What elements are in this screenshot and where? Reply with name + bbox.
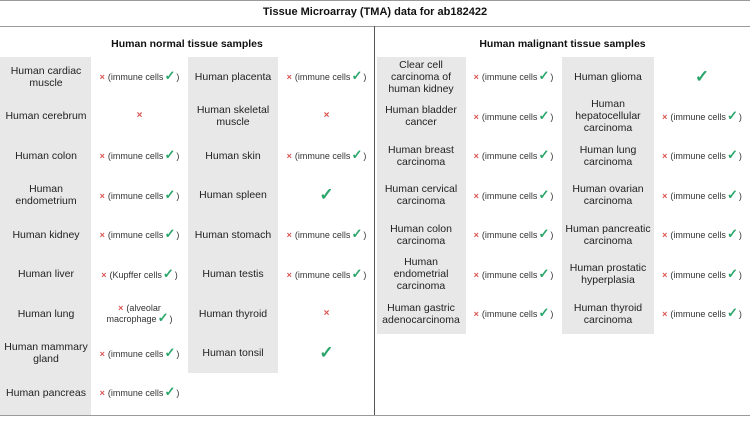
immune-note — [100, 386, 180, 399]
positive-check-icon: ✓ — [351, 265, 363, 281]
negative-x-icon: × — [286, 269, 292, 280]
immune-note — [662, 107, 742, 123]
positive-check-icon: ✓ — [351, 68, 363, 84]
tissue-name: Human ovarian carcinoma — [572, 183, 644, 208]
close-paren: ) — [174, 269, 178, 280]
negative-x-icon: × — [99, 230, 105, 241]
negative-x-icon: × — [662, 151, 668, 162]
tissue-name: Human colon carcinoma — [390, 222, 452, 247]
positive-check-icon: ✓ — [694, 66, 710, 86]
tissue-name: Human skeletal muscle — [196, 104, 270, 129]
staining-result — [92, 136, 187, 176]
immune-note — [474, 149, 554, 162]
immune-note — [473, 107, 554, 123]
staining-result — [466, 136, 561, 176]
tissue-name: Human placenta — [194, 70, 272, 83]
tissue-name: Human bladder cancer — [385, 104, 457, 129]
negative-x-icon: × — [99, 151, 105, 162]
tissue-name: Human mammary gland — [4, 341, 88, 366]
tissue-name: Human colon — [15, 149, 77, 162]
tissue-name: Human liver — [17, 268, 75, 281]
tissue-name: Human cardiac muscle — [10, 64, 82, 89]
tissue-name: Human cervical carcinoma — [384, 183, 458, 208]
immune-label: (Kupffer cells — [109, 269, 162, 280]
staining-result — [279, 215, 374, 255]
close-paren: ) — [550, 309, 554, 320]
negative-x-icon: × — [662, 230, 668, 241]
immune-note — [99, 344, 180, 360]
positive-check-icon: ✓ — [538, 226, 550, 242]
negative-x-icon: × — [473, 151, 479, 162]
positive-check-icon: ✓ — [351, 147, 363, 163]
negative-x-icon: × — [662, 309, 668, 320]
negative-x-icon: × — [286, 230, 292, 241]
negative-x-icon: × — [323, 307, 330, 319]
immune-note — [474, 70, 554, 83]
tissue-name: Human glioma — [574, 70, 642, 83]
section-divider — [374, 26, 375, 415]
positive-check-icon: ✓ — [726, 226, 738, 242]
immune-note — [101, 265, 178, 281]
staining-result — [279, 136, 374, 176]
tissue-name: Human tonsil — [202, 347, 264, 360]
positive-check-icon: ✓ — [726, 147, 738, 163]
tissue-name: Human pancreatic carcinoma — [565, 222, 651, 247]
negative-x-icon: × — [101, 269, 107, 280]
immune-label: (immune cells — [481, 309, 538, 320]
close-paren: ) — [176, 348, 180, 359]
negative-x-icon: × — [136, 110, 143, 122]
staining-result — [654, 255, 750, 295]
negative-x-icon: × — [473, 230, 479, 241]
positive-check-icon: ✓ — [726, 107, 738, 123]
staining-result — [92, 334, 187, 374]
tissue-name: Human endometrium — [15, 183, 77, 208]
malignant-heading: Human malignant tissue samples — [479, 38, 646, 50]
tissue-name: Human kidney — [12, 228, 80, 241]
tissue-name: Human lung — [17, 307, 75, 320]
close-paren: ) — [550, 111, 554, 122]
negative-x-icon: × — [662, 190, 668, 201]
close-paren: ) — [550, 230, 554, 241]
staining-result — [466, 215, 561, 255]
immune-note — [474, 307, 554, 320]
staining-result — [654, 57, 750, 97]
close-paren: ) — [176, 151, 180, 162]
tissue-name: Clear cell carcinoma of human kidney — [388, 58, 454, 95]
tissue-name: Human hepatocellular carcinoma — [575, 98, 641, 135]
immune-label: (immune cells — [670, 230, 726, 241]
negative-x-icon: × — [473, 72, 479, 83]
positive-check-icon: ✓ — [164, 186, 176, 202]
tissue-name: Human lung carcinoma — [579, 143, 637, 168]
immune-label: (immune cells — [670, 151, 726, 162]
positive-check-icon: ✓ — [538, 68, 550, 84]
positive-check-icon: ✓ — [538, 147, 550, 163]
tissue-name: Human gastric adenocarcinoma — [382, 301, 460, 326]
staining-result — [466, 97, 561, 137]
negative-x-icon: × — [286, 151, 292, 162]
negative-x-icon: × — [118, 303, 124, 314]
immune-note — [662, 307, 742, 320]
immune-label: (immune cells — [294, 230, 351, 241]
immune-note — [287, 149, 367, 162]
immune-label: (immune cells — [670, 269, 726, 280]
immune-label: (immune cells — [107, 348, 164, 359]
immune-label: (immune cells — [294, 151, 351, 162]
positive-check-icon: ✓ — [164, 226, 176, 242]
close-paren: ) — [363, 230, 367, 241]
negative-x-icon: × — [99, 388, 105, 399]
immune-note — [662, 186, 742, 202]
negative-x-icon: × — [473, 309, 479, 320]
page-title: Tissue Microarray (TMA) data for ab182422 — [262, 6, 488, 18]
immune-label: (immune cells — [107, 190, 164, 201]
immune-label: (immune cells — [107, 151, 164, 162]
close-paren: ) — [176, 230, 180, 241]
negative-x-icon: × — [99, 190, 105, 201]
positive-check-icon: ✓ — [319, 185, 334, 205]
tissue-name: Human testis — [202, 268, 264, 281]
positive-check-icon: ✓ — [538, 305, 550, 321]
negative-x-icon: × — [323, 110, 330, 122]
immune-note — [662, 228, 742, 241]
staining-result — [466, 255, 561, 295]
negative-x-icon: × — [662, 269, 668, 280]
close-paren: ) — [738, 151, 742, 162]
positive-check-icon: ✓ — [726, 265, 738, 281]
staining-result — [92, 57, 187, 97]
staining-result — [654, 176, 750, 216]
close-paren: ) — [738, 190, 742, 201]
staining-result — [279, 255, 374, 295]
staining-result — [279, 57, 374, 97]
immune-label: (immune cells — [107, 230, 164, 241]
positive-check-icon: ✓ — [162, 265, 174, 281]
negative-x-icon: × — [99, 348, 105, 359]
tissue-name: Human cerebrum — [5, 110, 87, 123]
immune-note — [662, 265, 742, 281]
tissue-name: Human stomach — [194, 228, 272, 241]
staining-result — [92, 255, 187, 295]
immune-note — [473, 186, 554, 202]
close-paren: ) — [550, 72, 554, 83]
close-paren: ) — [738, 309, 742, 320]
immune-note — [662, 149, 742, 162]
immune-note — [100, 149, 180, 162]
positive-check-icon: ✓ — [538, 265, 550, 281]
negative-x-icon: × — [99, 72, 105, 83]
immune-label: (immune cells — [481, 151, 538, 162]
immune-note — [473, 265, 554, 281]
tissue-name: Human pancreas — [6, 386, 86, 399]
immune-label: (immune cells — [294, 72, 351, 83]
immune-note — [92, 303, 187, 324]
immune-note — [287, 228, 367, 241]
staining-result — [654, 97, 750, 137]
tissue-name: Human spleen — [199, 189, 267, 202]
positive-check-icon: ✓ — [319, 343, 334, 363]
positive-check-icon: ✓ — [538, 186, 550, 202]
immune-label: (immune cells — [481, 190, 538, 201]
immune-note — [100, 228, 180, 241]
negative-x-icon: × — [662, 111, 668, 122]
tissue-name: Human thyroid carcinoma — [573, 301, 643, 326]
close-paren: ) — [363, 151, 367, 162]
negative-x-icon: × — [473, 269, 479, 280]
positive-check-icon: ✓ — [351, 226, 363, 242]
close-paren: ) — [363, 72, 367, 83]
tissue-name: Human breast carcinoma — [388, 143, 454, 168]
staining-result — [279, 97, 374, 137]
positive-check-icon: ✓ — [538, 107, 550, 123]
tissue-name: Human thyroid — [198, 307, 268, 320]
close-paren: ) — [176, 388, 180, 399]
immune-label: (immune cells — [670, 111, 726, 122]
positive-check-icon: ✓ — [726, 186, 738, 202]
staining-result — [654, 215, 750, 255]
staining-result — [279, 176, 374, 216]
staining-result — [92, 215, 187, 255]
close-paren: ) — [363, 269, 367, 280]
immune-note — [100, 70, 180, 83]
immune-label: (immune cells — [481, 230, 538, 241]
immune-label: (immune cells — [481, 269, 538, 280]
staining-result — [92, 294, 187, 334]
close-paren: ) — [738, 230, 742, 241]
staining-result — [466, 176, 561, 216]
close-paren: ) — [176, 72, 180, 83]
immune-label: (immune cells — [670, 190, 726, 201]
bottom-rule — [0, 415, 750, 416]
immune-label: (immune cells — [670, 309, 726, 320]
staining-result — [92, 97, 187, 137]
staining-result — [654, 136, 750, 176]
negative-x-icon: × — [473, 111, 479, 122]
staining-result — [654, 294, 750, 334]
immune-label: (immune cells — [481, 111, 538, 122]
immune-note — [99, 186, 180, 202]
close-paren: ) — [169, 314, 173, 325]
positive-check-icon: ✓ — [726, 305, 738, 321]
positive-check-icon: ✓ — [164, 147, 176, 163]
close-paren: ) — [738, 111, 742, 122]
negative-x-icon: × — [473, 190, 479, 201]
close-paren: ) — [550, 151, 554, 162]
immune-label: (immune cells — [294, 269, 351, 280]
negative-x-icon: × — [286, 72, 292, 83]
immune-note — [287, 70, 367, 83]
immune-label: (alveolar macrophage — [106, 303, 161, 325]
staining-result — [279, 334, 374, 374]
tissue-name: Human endometrial carcinoma — [393, 256, 449, 293]
close-paren: ) — [550, 190, 554, 201]
immune-label: (immune cells — [107, 388, 164, 399]
immune-label: (immune cells — [107, 72, 164, 83]
staining-result — [466, 294, 561, 334]
positive-check-icon: ✓ — [164, 344, 176, 360]
staining-result — [92, 373, 187, 413]
positive-check-icon: ✓ — [157, 310, 169, 326]
tissue-name: Human prostatic hyperplasia — [569, 262, 647, 287]
top-rule — [0, 0, 750, 1]
immune-note — [474, 228, 554, 241]
staining-result — [279, 294, 374, 334]
close-paren: ) — [738, 269, 742, 280]
title-rule — [0, 26, 750, 27]
staining-result — [466, 57, 561, 97]
tissue-name: Human skin — [205, 149, 261, 162]
immune-label: (immune cells — [481, 72, 538, 83]
normal-heading: Human normal tissue samples — [111, 38, 263, 50]
close-paren: ) — [550, 269, 554, 280]
staining-result — [92, 176, 187, 216]
immune-note — [286, 265, 367, 281]
close-paren: ) — [176, 190, 180, 201]
positive-check-icon: ✓ — [164, 68, 176, 84]
positive-check-icon: ✓ — [164, 384, 176, 400]
